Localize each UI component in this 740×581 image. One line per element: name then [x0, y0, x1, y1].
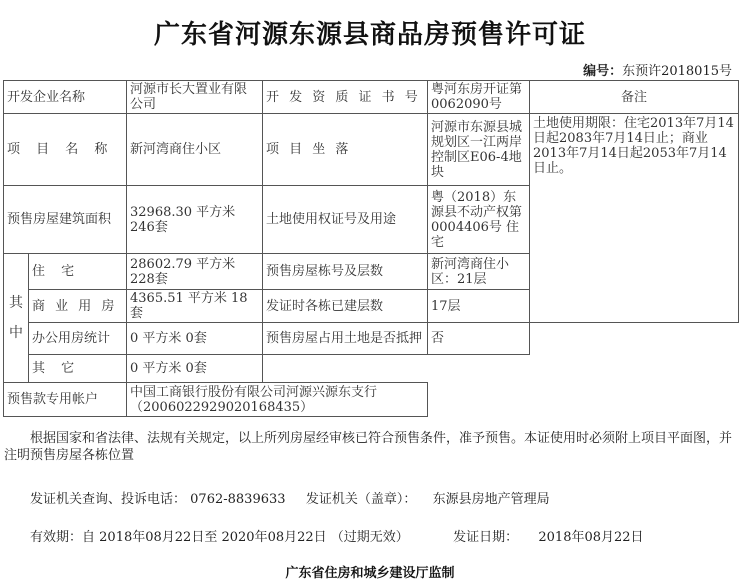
office-label: 办公用房统计	[29, 323, 127, 355]
validity-label: 有效期：自	[30, 530, 96, 545]
office-value: 0 平方米 0套	[127, 323, 263, 355]
land-cert-label: 土地使用权证号及用途	[263, 186, 428, 254]
qualification-label: 开 发 资 质 证 书 号	[263, 81, 428, 114]
document-number-value: 东预许2018015号	[622, 64, 732, 79]
phone-value: 0762-8839633	[190, 492, 286, 507]
validity-end: 2020年08月22日	[221, 530, 327, 545]
mortgage-label: 预售房屋占用土地是否抵押	[263, 323, 428, 355]
developer-value: 河源市长大置业有限公司	[127, 81, 263, 114]
phone-label: 发证机关查询、投诉电话：	[30, 492, 187, 507]
validity-line	[30, 526, 644, 545]
validity-start: 2018年08月22日	[99, 530, 205, 545]
blank-cell-3	[530, 355, 739, 383]
remark-value: 土地使用期限：住宅2013年7月14日起2083年7月14日止；商业2013年7月14日起2053年7月14日止。	[530, 114, 739, 323]
contact-line	[30, 488, 550, 507]
of-which-char-2: 中	[9, 325, 23, 341]
other-value: 0 平方米 0套	[127, 355, 263, 383]
floors-value: 17层	[428, 290, 530, 323]
legal-statement: 根据国家和省法律、法规有关规定，以上所列房屋经审核已符合预售条件，准予预售。本证使用时必须附上项目平面图，并注明预售房屋各栋位置	[4, 431, 733, 463]
developer-label: 开发企业名称	[4, 81, 127, 114]
issue-label: 发证日期：	[453, 530, 519, 545]
project-location-value: 河源市东源县城规划区一江两岸控制区E06-4地块	[428, 114, 530, 186]
building-label: 预售房屋栋号及层数	[263, 254, 428, 290]
of-which-char-1: 其	[9, 295, 23, 311]
remark-blank-2	[530, 323, 739, 355]
blank-cell-1	[263, 355, 428, 383]
authority-label: 发证机关（盖章）：	[305, 492, 417, 507]
footer-supervisor: 广东省住房和城乡建设厅监制	[285, 566, 455, 581]
account-value: 中国工商银行股份有限公司河源兴源东支行（2006022929020168435）	[127, 383, 428, 417]
project-location-label: 项 目 坐 落	[263, 114, 428, 186]
document-title: 广东省河源东源县商品房预售许可证	[153, 20, 586, 50]
account-label: 预售款专用帐户	[4, 383, 127, 417]
document-number-label: 编号：	[583, 64, 623, 79]
qualification-value: 粤河东房开证第0062090号	[428, 81, 530, 114]
residential-label: 住 宅	[29, 254, 127, 290]
of-which-label	[4, 254, 29, 383]
presale-area-value: 32968.30 平方米 246套	[127, 186, 263, 254]
blank-cell-4	[428, 383, 530, 417]
document-number	[583, 60, 732, 79]
other-label: 其 它	[29, 355, 127, 383]
building-value: 新河湾商住小区：21层	[428, 254, 530, 290]
validity-to: 至	[204, 530, 218, 545]
permit-table	[3, 80, 739, 417]
blank-cell-5	[530, 383, 739, 417]
land-cert-value: 粤（2018）东源县不动产权第0004406号 住宅	[428, 186, 530, 254]
presale-area-label: 预售房屋建筑面积	[4, 186, 127, 254]
commercial-value: 4365.51 平方米 18套	[127, 290, 263, 323]
project-name-label: 项 目 名 称	[4, 114, 127, 186]
floors-label: 发证时各栋已建层数	[263, 290, 428, 323]
issue-date: 2018年08月22日	[538, 530, 644, 545]
expired-note: （过期无效）	[330, 530, 409, 545]
mortgage-value: 否	[428, 323, 530, 355]
project-name-value: 新河湾商住小区	[127, 114, 263, 186]
authority-value: 东源县房地产管理局	[432, 492, 550, 507]
blank-cell-2	[428, 355, 530, 383]
residential-value: 28602.79 平方米 228套	[127, 254, 263, 290]
commercial-label: 商 业 用 房	[29, 290, 127, 323]
remark-label: 备注	[530, 81, 739, 114]
